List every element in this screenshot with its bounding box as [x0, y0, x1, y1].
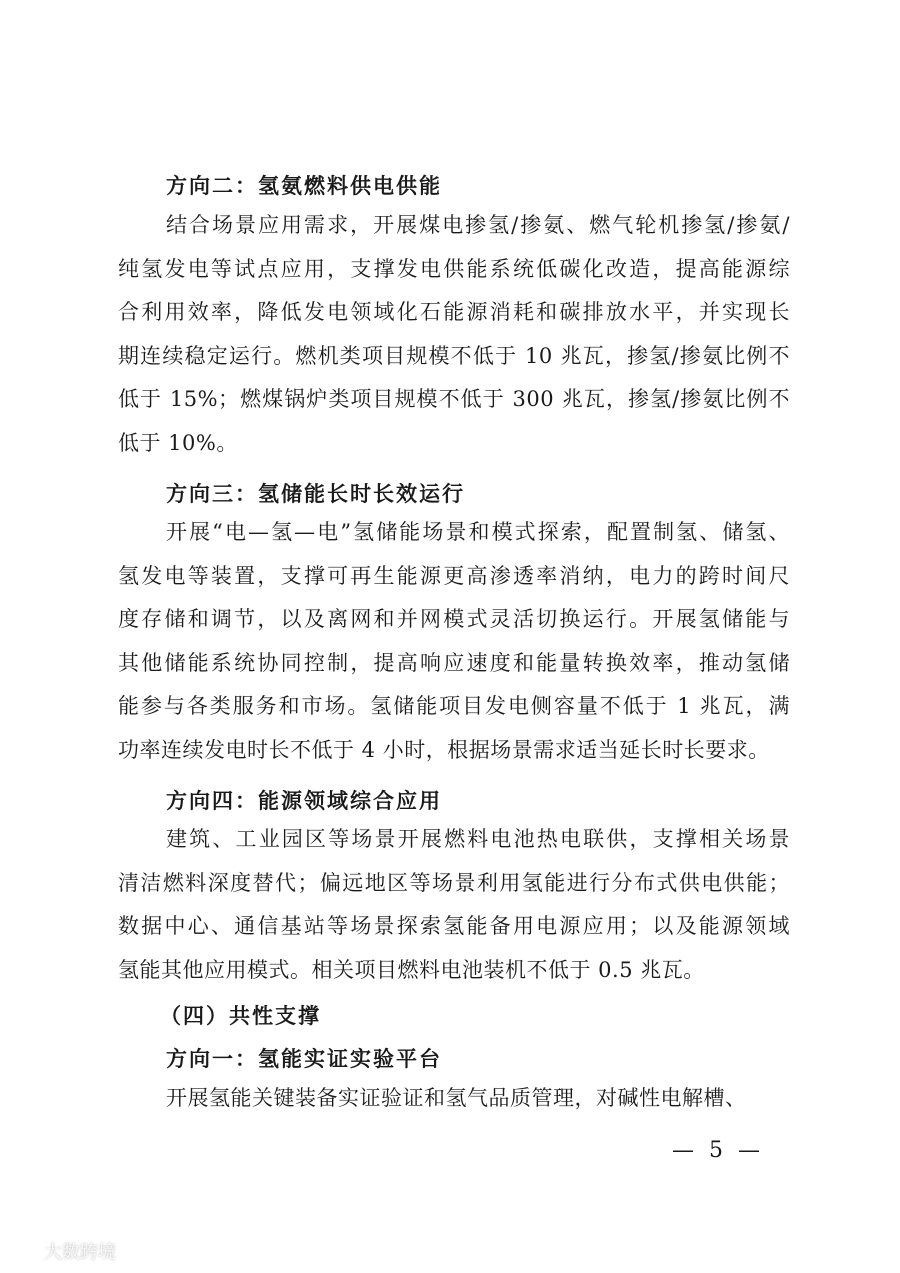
paragraph-line: 纯氢发电等试点应用，支撑发电供能系统低碳化改造，提高能源综 — [118, 256, 790, 281]
section-heading-direction-two: 方向二：氢氨燃料供电供能 — [166, 173, 442, 198]
paragraph-line: 氢能其他应用模式。相关项目燃料电池装机不低于 0.5 兆瓦。 — [118, 957, 705, 982]
section-heading-platform: 方向一：氢能实证实验平台 — [166, 1046, 442, 1071]
paragraph-line: 数据中心、通信基站等场景探索氢能备用电源应用；以及能源领域 — [118, 914, 790, 938]
paragraph-line: 能参与各类服务和市场。氢储能项目发电侧容量不低于 1 兆瓦，满 — [118, 694, 790, 718]
section-paragraph-direction-three — [118, 511, 790, 772]
page-number: — 5 — — [672, 1138, 764, 1163]
paragraph-line: 期连续稳定运行。燃机类项目规模不低于 10 兆瓦，掺氢/掺氨比例不 — [118, 343, 790, 368]
watermark — [10, 1238, 116, 1264]
watermark-text: 大数跨境 — [44, 1242, 116, 1263]
section-heading-direction-three: 方向三：氢储能长时长效运行 — [166, 481, 465, 506]
paragraph-line: 功率连续发电时长不低于 4 小时，根据场景需求适当延长时长要求。 — [118, 737, 770, 762]
section-paragraph-direction-two — [118, 204, 790, 465]
part-heading: （四）共性支撑 — [160, 1003, 321, 1028]
paragraph-line: 建筑、工业园区等场景开展燃料电池热电联供，支撑相关场景 — [166, 827, 790, 851]
paragraph-line: 开展“电—氢—电”氢储能场景和模式探索，配置制氢、储氢、 — [166, 520, 790, 544]
paragraph-line: 低于 10%。 — [118, 430, 238, 455]
paragraph-line: 低于 15%；燃煤锅炉类项目规模不低于 300 兆瓦，掺氢/掺氨比例不 — [118, 387, 790, 411]
paragraph-line: 结合场景应用需求，开展煤电掺氢/掺氨、燃气轮机掺氢/掺氨/ — [166, 213, 790, 237]
section-paragraph-direction-four — [118, 818, 790, 992]
paragraph-line: 氢发电等装置，支撑可再生能源更高渗透率消纳，电力的跨时间尺 — [118, 563, 790, 588]
paragraph-line: 合利用效率，降低发电领域化石能源消耗和碳排放水平，并实现长 — [118, 300, 790, 324]
paragraph-line: 度存储和调节，以及离网和并网模式灵活切换运行。开展氢储能与 — [118, 607, 790, 631]
paragraph-line: 开展氢能关键装备实证验证和氢气品质管理，对碱性电解槽、 — [166, 1086, 747, 1110]
paragraph-line: 清洁燃料深度替代；偏远地区等场景利用氢能进行分布式供电供能； — [118, 870, 790, 895]
paragraph-line: 其他储能系统协同控制，提高响应速度和能量转换效率，推动氢储 — [118, 650, 790, 675]
section-paragraph-platform — [118, 1077, 790, 1121]
section-heading-direction-four: 方向四：能源领域综合应用 — [166, 788, 442, 813]
watermark-logo-icon — [10, 1241, 40, 1261]
